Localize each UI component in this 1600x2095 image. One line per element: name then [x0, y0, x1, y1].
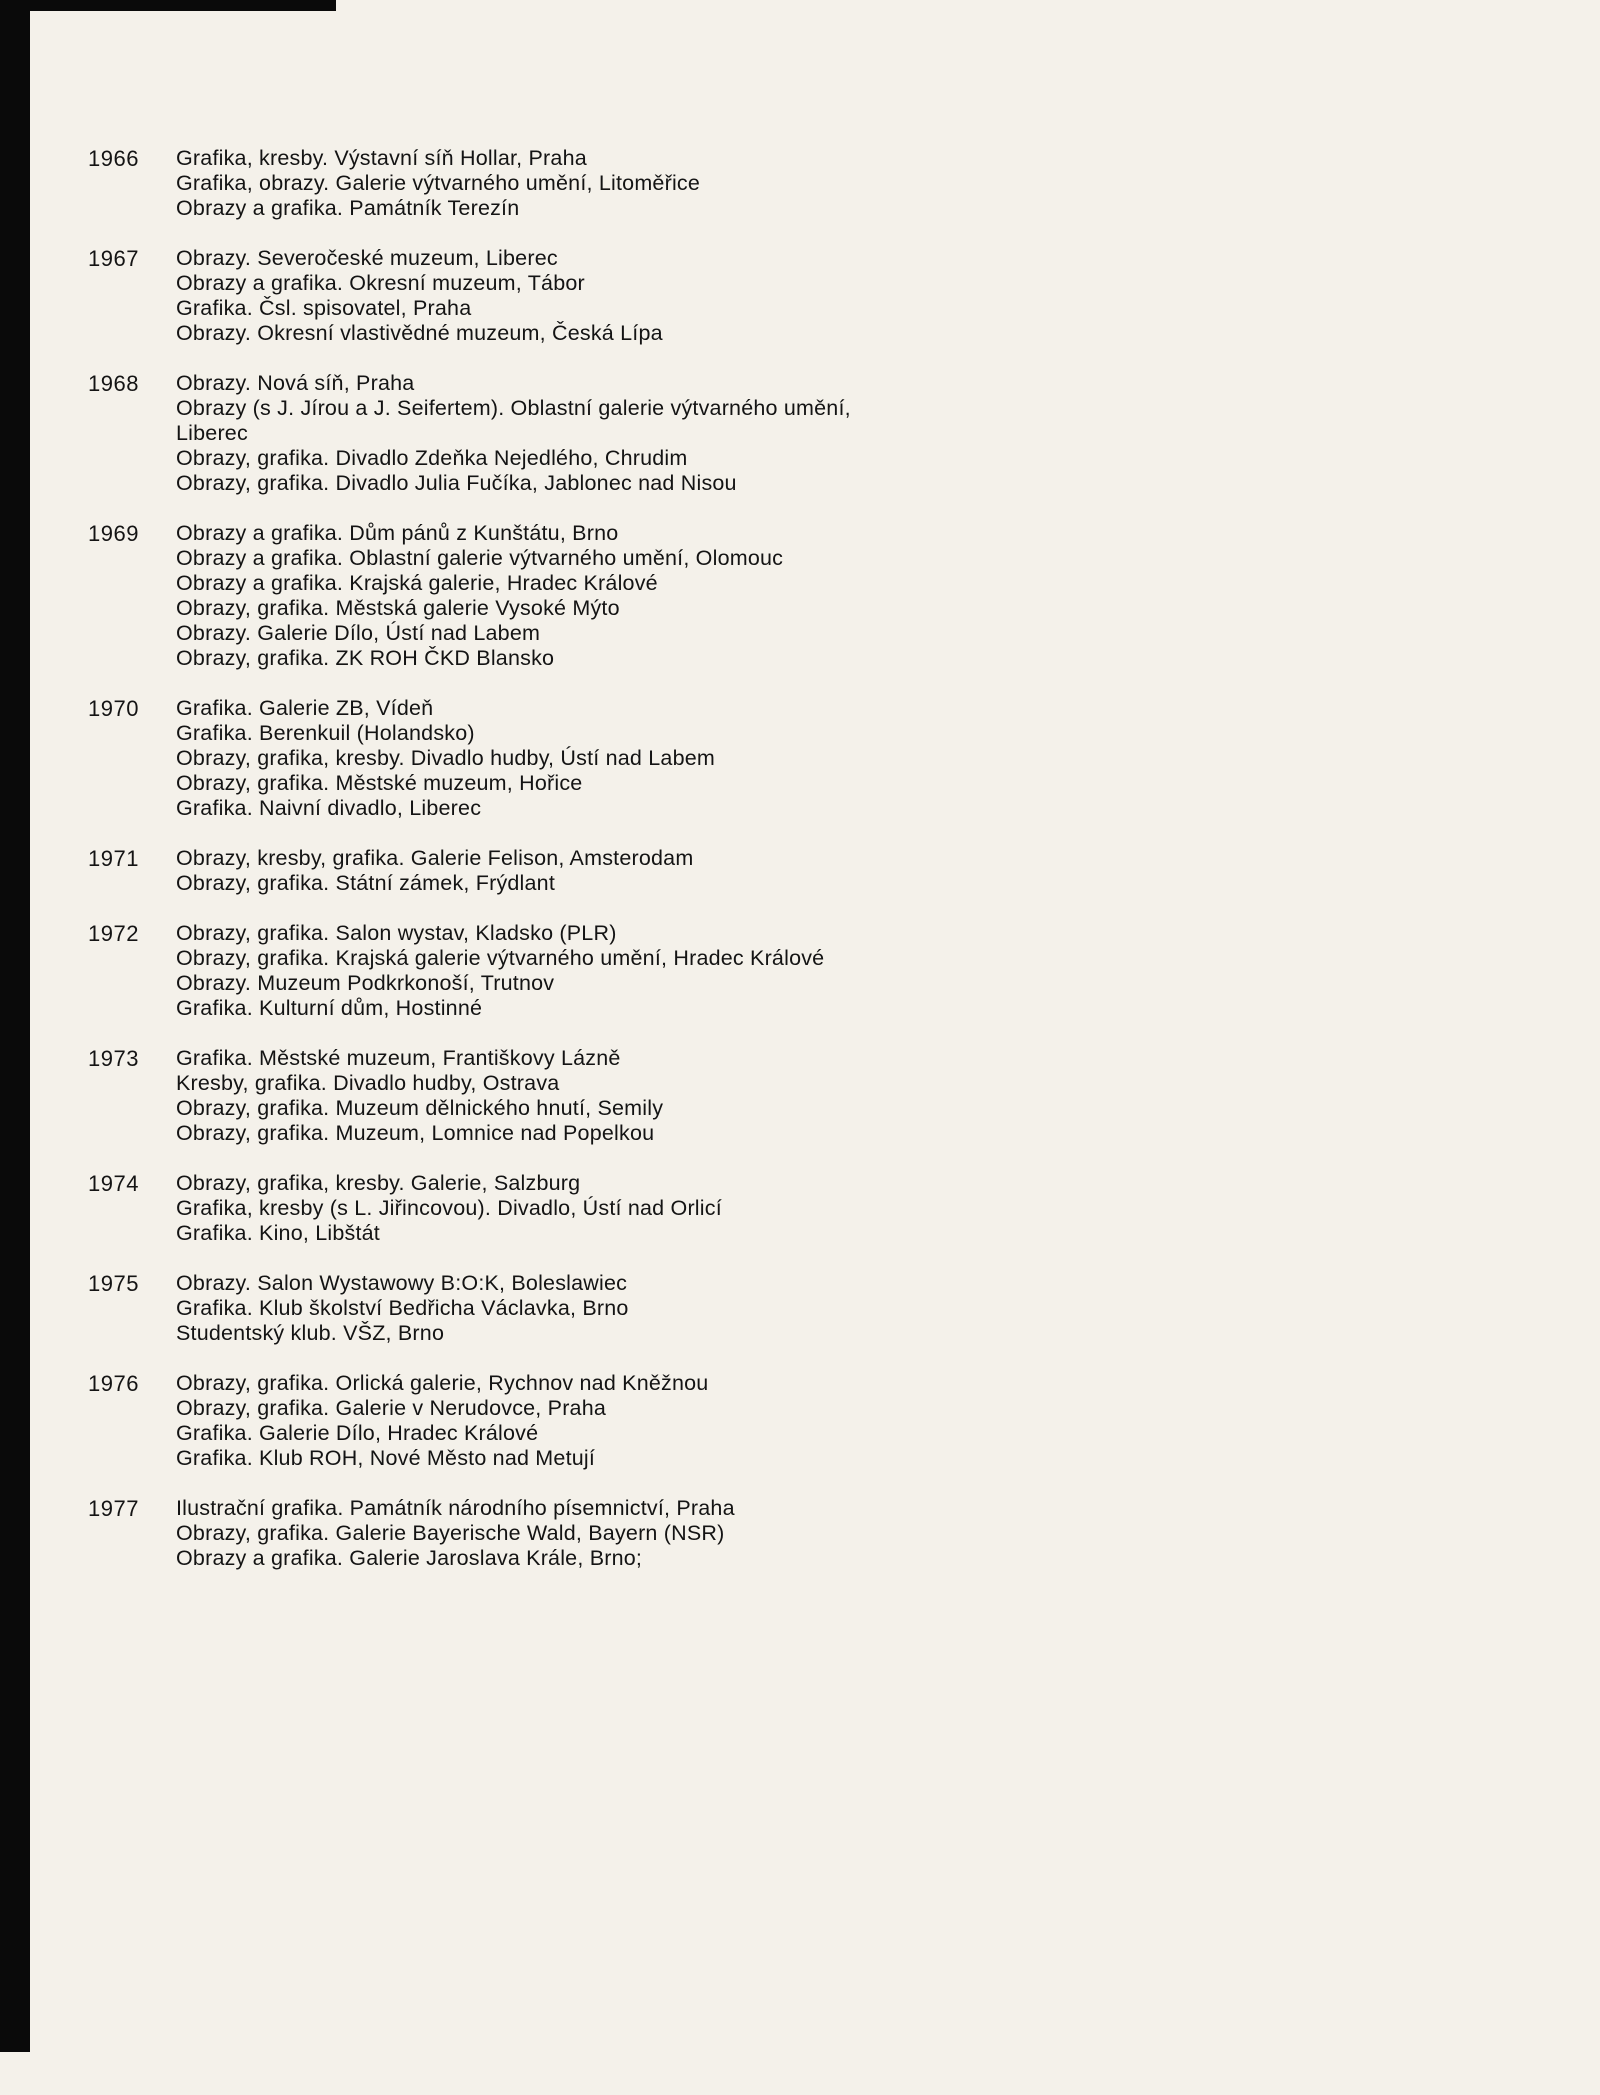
exhibition-line: Grafika. Galerie ZB, Vídeň [176, 696, 434, 720]
exhibition-line: Obrazy, grafika. Divadlo Zdeňka Nejedlého, Chrudim [176, 446, 688, 470]
exhibition-line: Grafika. Čsl. spisovatel, Praha [176, 296, 472, 320]
exhibition-lines [176, 1271, 1188, 1346]
exhibition-line: Liberec [176, 421, 248, 445]
exhibition-line: Obrazy, grafika. Divadlo Julia Fučíka, Jablonec nad Nisou [176, 471, 737, 495]
exhibition-line: Studentský klub. VŠZ, Brno [176, 1321, 445, 1345]
exhibition-line: Obrazy, grafika. ZK ROH ČKD Blansko [176, 646, 555, 670]
year-label: 1966 [88, 146, 139, 171]
exhibition-lines [176, 146, 1188, 221]
exhibition-line: Obrazy a grafika. Oblastní galerie výtvarného umění, Olomouc [176, 546, 784, 570]
year-label: 1968 [88, 371, 139, 396]
year-label: 1967 [88, 246, 139, 271]
year-block [88, 696, 1188, 821]
year-block [88, 1496, 1188, 1571]
exhibition-list [88, 146, 1188, 1596]
exhibition-line: Obrazy, grafika. Salon wystav, Kladsko (PLR) [176, 921, 617, 945]
exhibition-line: Obrazy, grafika. Městské muzeum, Hořice [176, 771, 583, 795]
exhibition-lines [176, 1171, 1188, 1246]
exhibition-line: Obrazy. Salon Wystawowy B:O:K, Boleslawiec [176, 1271, 628, 1295]
year-block [88, 521, 1188, 671]
exhibition-lines [176, 521, 1188, 671]
exhibition-line: Obrazy, grafika. Muzeum, Lomnice nad Popelkou [176, 1121, 655, 1145]
exhibition-lines [176, 846, 1188, 896]
year-label: 1976 [88, 1371, 139, 1396]
year-label: 1971 [88, 846, 139, 871]
exhibition-line: Grafika, obrazy. Galerie výtvarného umění, Litoměřice [176, 171, 701, 195]
exhibition-line: Obrazy, grafika. Krajská galerie výtvarného umění, Hradec Králové [176, 946, 825, 970]
exhibition-lines [176, 1046, 1188, 1146]
exhibition-line: Kresby, grafika. Divadlo hudby, Ostrava [176, 1071, 560, 1095]
year-label: 1970 [88, 696, 139, 721]
year-label: 1974 [88, 1171, 139, 1196]
exhibition-line: Obrazy (s J. Jírou a J. Seifertem). Oblastní galerie výtvarného umění, [176, 396, 851, 420]
exhibition-line: Grafika. Kulturní dům, Hostinné [176, 996, 483, 1020]
exhibition-line: Obrazy. Okresní vlastivědné muzeum, Česká Lípa [176, 321, 663, 345]
exhibition-line: Obrazy, grafika. Muzeum dělnického hnutí, Semily [176, 1096, 664, 1120]
exhibition-lines [176, 371, 1188, 496]
exhibition-line: Grafika. Městské muzeum, Františkovy Lázně [176, 1046, 621, 1070]
scan-edge-top [0, 0, 336, 11]
year-label: 1975 [88, 1271, 139, 1296]
exhibition-line: Grafika. Klub ROH, Nové Město nad Metují [176, 1446, 596, 1470]
exhibition-line: Obrazy. Galerie Dílo, Ústí nad Labem [176, 621, 541, 645]
year-block [88, 1371, 1188, 1471]
exhibition-line: Obrazy a grafika. Dům pánů z Kunštátu, Brno [176, 521, 619, 545]
exhibition-line: Grafika. Berenkuil (Holandsko) [176, 721, 475, 745]
exhibition-lines [176, 1496, 1188, 1571]
exhibition-line: Grafika. Naivní divadlo, Liberec [176, 796, 482, 820]
exhibition-line: Obrazy. Muzeum Podkrkonoší, Trutnov [176, 971, 555, 995]
exhibition-line: Obrazy. Severočeské muzeum, Liberec [176, 246, 558, 270]
year-block [88, 1171, 1188, 1246]
year-label: 1973 [88, 1046, 139, 1071]
exhibition-line: Obrazy. Nová síň, Praha [176, 371, 415, 395]
year-block [88, 1271, 1188, 1346]
exhibition-lines [176, 921, 1188, 1021]
exhibition-line: Obrazy, grafika. Galerie v Nerudovce, Praha [176, 1396, 607, 1420]
exhibition-line: Obrazy a grafika. Památník Terezín [176, 196, 520, 220]
exhibition-line: Obrazy a grafika. Okresní muzeum, Tábor [176, 271, 585, 295]
exhibition-line: Obrazy, grafika. Galerie Bayerische Wald, Bayern (NSR) [176, 1521, 725, 1545]
scan-edge-left [0, 0, 30, 2052]
exhibition-line: Grafika, kresby (s L. Jiřincovou). Divadlo, Ústí nad Orlicí [176, 1196, 722, 1220]
year-block [88, 921, 1188, 1021]
year-block [88, 246, 1188, 346]
exhibition-line: Grafika. Klub školství Bedřicha Václavka, Brno [176, 1296, 629, 1320]
year-block [88, 1046, 1188, 1146]
exhibition-line: Obrazy, grafika. Městská galerie Vysoké Mýto [176, 596, 620, 620]
exhibition-line: Grafika. Galerie Dílo, Hradec Králové [176, 1421, 539, 1445]
exhibition-lines [176, 696, 1188, 821]
exhibition-line: Obrazy, grafika, kresby. Divadlo hudby, Ústí nad Labem [176, 746, 715, 770]
exhibition-line: Obrazy, kresby, grafika. Galerie Felison, Amsterodam [176, 846, 694, 870]
year-block [88, 371, 1188, 496]
exhibition-line: Obrazy, grafika. Státní zámek, Frýdlant [176, 871, 556, 895]
year-label: 1977 [88, 1496, 139, 1521]
year-label: 1972 [88, 921, 139, 946]
exhibition-line: Ilustrační grafika. Památník národního písemnictví, Praha [176, 1496, 735, 1520]
exhibition-lines [176, 246, 1188, 346]
exhibition-line: Grafika, kresby. Výstavní síň Hollar, Praha [176, 146, 587, 170]
exhibition-lines [176, 1371, 1188, 1471]
year-block [88, 146, 1188, 221]
year-block [88, 846, 1188, 896]
exhibition-line: Obrazy, grafika. Orlická galerie, Rychnov nad Kněžnou [176, 1371, 709, 1395]
exhibition-line: Obrazy a grafika. Galerie Jaroslava Krále, Brno; [176, 1546, 643, 1570]
year-label: 1969 [88, 521, 139, 546]
exhibition-line: Grafika. Kino, Libštát [176, 1221, 380, 1245]
exhibition-line: Obrazy, grafika, kresby. Galerie, Salzburg [176, 1171, 581, 1195]
exhibition-line: Obrazy a grafika. Krajská galerie, Hradec Králové [176, 571, 658, 595]
